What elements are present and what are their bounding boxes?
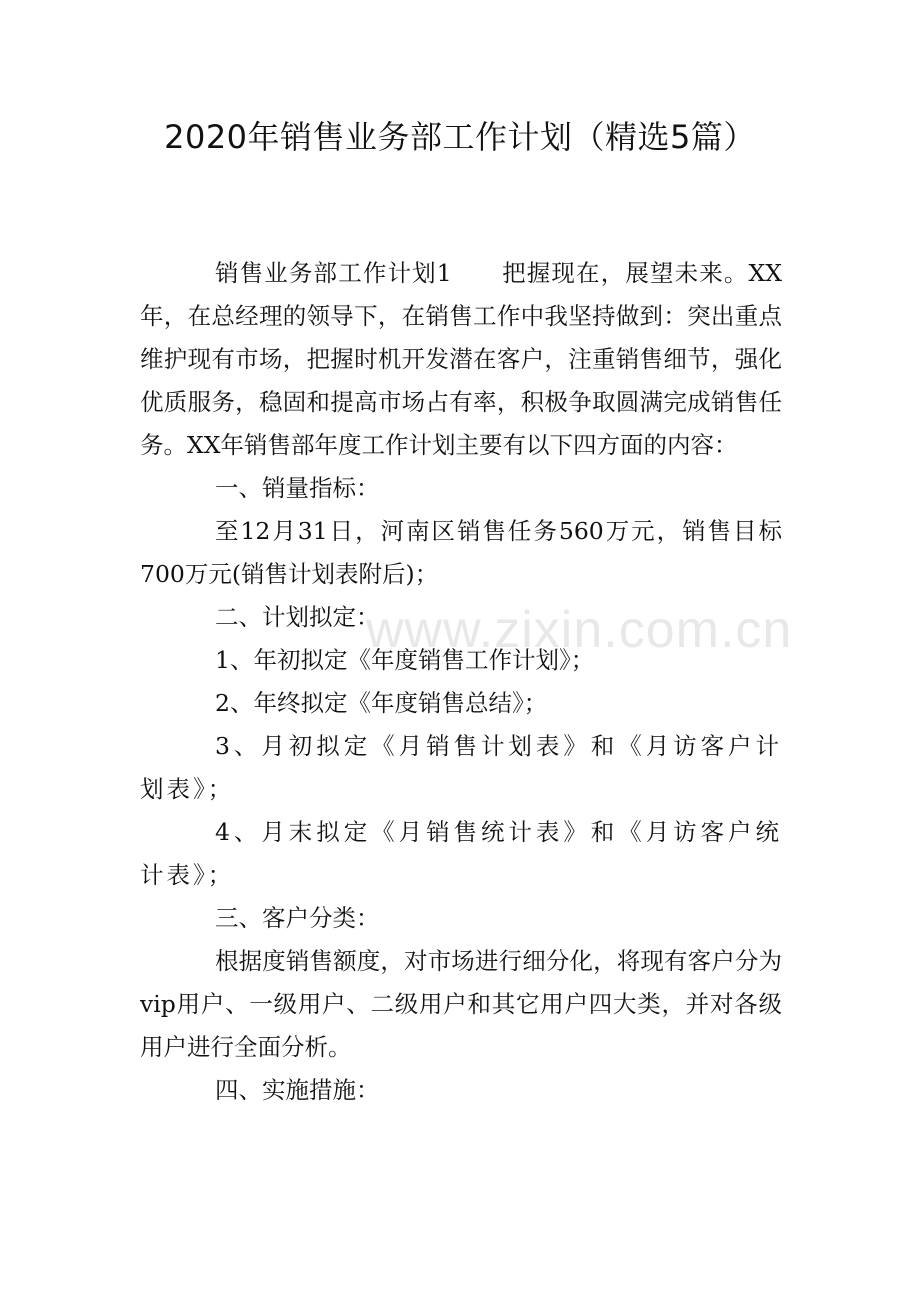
list-item-plan-2: 2、年终拟定《年度销售总结》；	[215, 689, 548, 717]
document-body	[140, 252, 782, 1112]
heading-implementation: 四、实施措施：	[215, 1076, 380, 1104]
paragraph-intro: 销售业务部工作计划1 把握现在，展望未来。XX年，在总经理的领导下，在销售工作中我坚持做到：突出重点维护现有市场，把握时机开发潜在客户，注重销售细节，强化优质服务，稳固和提高市场占有率，积极争取圆满完成销售任务。XX年销售部年度工作计划主要有以下四方面的内容：	[140, 259, 782, 459]
paragraph-sales-target: 至12月31日，河南区销售任务560万元，销售目标700万元(销售计划表附后)；	[140, 517, 782, 588]
heading-plan-drafting: 二、计划拟定：	[215, 603, 380, 631]
list-item-plan-1: 1、年初拟定《年度销售工作计划》；	[215, 646, 595, 674]
paragraph-customer-classification: 根据度销售额度，对市场进行细分化，将现有客户分为vip用户、一级用户、二级用户和其它用户四大类，并对各级用户进行全面分析。	[140, 947, 782, 1061]
list-item-plan-4: 4、月末拟定《月销售统计表》和《月访客户统计表》；	[140, 818, 782, 889]
heading-customer-classification: 三、客户分类：	[215, 904, 380, 932]
document-title: 2020年销售业务部工作计划（精选5篇）	[164, 118, 756, 156]
list-item-plan-3: 3、月初拟定《月销售计划表》和《月访客户计划表》；	[140, 732, 782, 803]
watermark: www.zixin.com.cn	[366, 601, 793, 659]
heading-sales-target: 一、销量指标：	[215, 474, 380, 502]
